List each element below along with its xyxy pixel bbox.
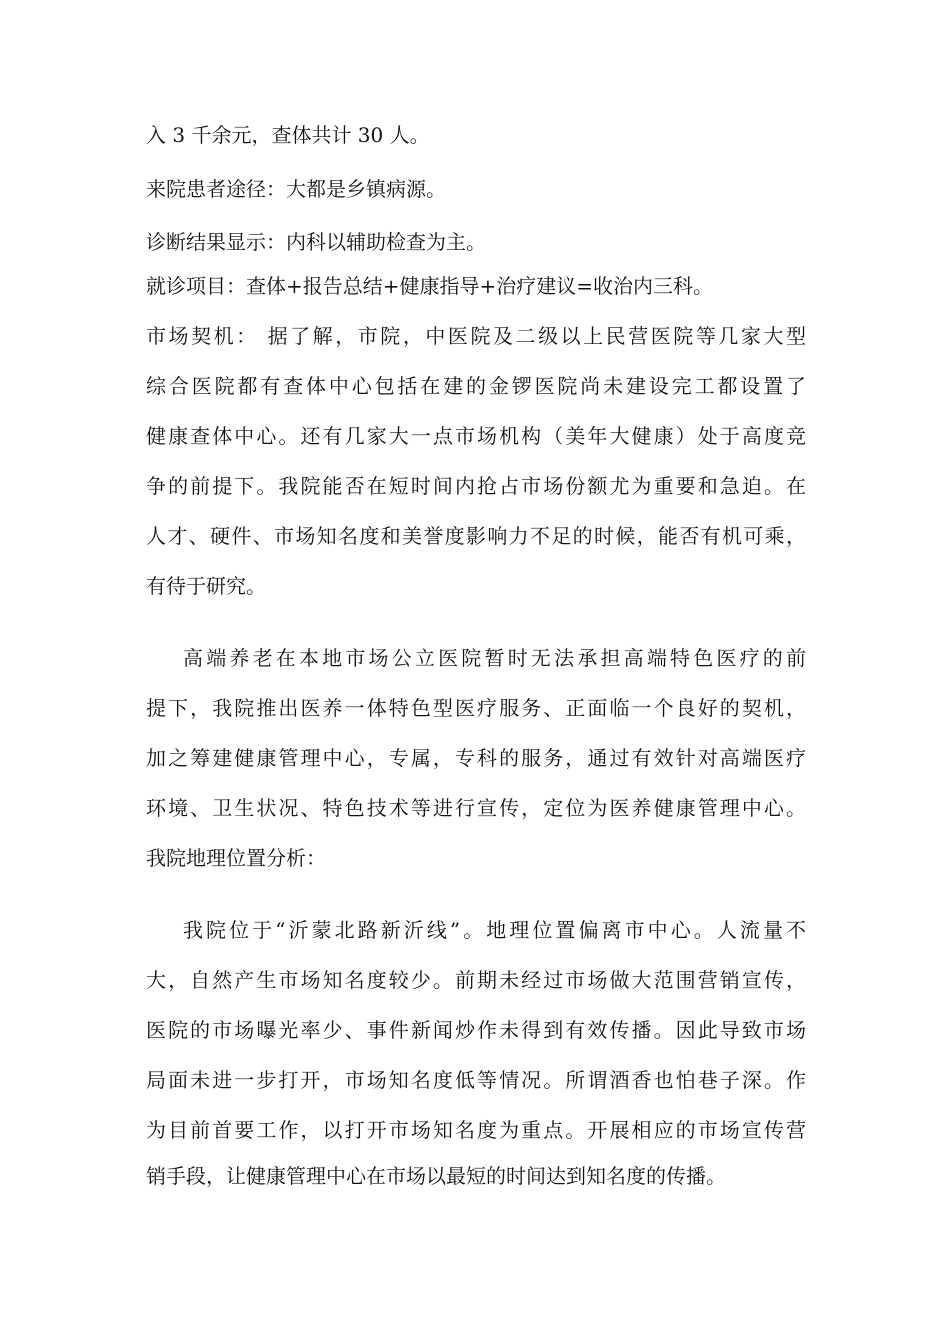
text-line: 提下，我院推出医养一体特色型医疗服务、正面临一个良好的契机， (146, 696, 806, 720)
text-line: 我院位于“沂蒙北路新沂线”。地理位置偏离市中心。人流量不 (183, 918, 806, 942)
text-line: 综合医院都有查体中心包括在建的金锣医院尚未建设完工都设置了 (146, 374, 806, 398)
text-line: 来院患者途径：大都是乡镇病源。 (146, 177, 446, 201)
text-line: 有待于研究。 (146, 574, 266, 598)
text-line: 人才、硬件、市场知名度和美誉度影响力不足的时候，能否有机可乘， (146, 524, 806, 548)
text-line: 健康查体中心。还有几家大一点市场机构（美年大健康）处于高度竞 (146, 424, 806, 448)
text-line: 大，自然产生市场知名度较少。前期未经过市场做大范围营销宣传， (146, 968, 806, 992)
text-line: 局面未进一步打开，市场知名度低等情况。所谓酒香也怕巷子深。作 (146, 1068, 806, 1092)
text-line: 就诊项目：查体+报告总结+健康指导+治疗建议=收治内三科。 (146, 274, 714, 298)
text-line: 医院的市场曝光率少、事件新闻炒作未得到有效传播。因此导致市场 (146, 1018, 806, 1042)
text-line: 加之筹建健康管理中心，专属，专科的服务，通过有效针对高端医疗 (146, 746, 806, 770)
text-line: 环境、卫生状况、特色技术等进行宣传，定位为医养健康管理中心。 (146, 796, 806, 820)
text-line: 争的前提下。我院能否在短时间内抢占市场份额尤为重要和急迫。在 (146, 474, 806, 498)
text-line: 市场契机： 据了解，市院，中医院及二级以上民营医院等几家大型 (146, 324, 806, 348)
text-line: 入 3 千余元，查体共计 30 人。 (146, 123, 430, 147)
text-line: 诊断结果显示：内科以辅助检查为主。 (146, 230, 486, 254)
text-line: 销手段，让健康管理中心在市场以最短的时间达到知名度的传播。 (146, 1164, 726, 1188)
section-heading: 我院地理位置分析： (146, 846, 326, 870)
text-line: 高端养老在本地市场公立医院暂时无法承担高端特色医疗的前 (183, 646, 806, 670)
text-line: 为目前首要工作，以打开市场知名度为重点。开展相应的市场宣传营 (146, 1118, 806, 1142)
